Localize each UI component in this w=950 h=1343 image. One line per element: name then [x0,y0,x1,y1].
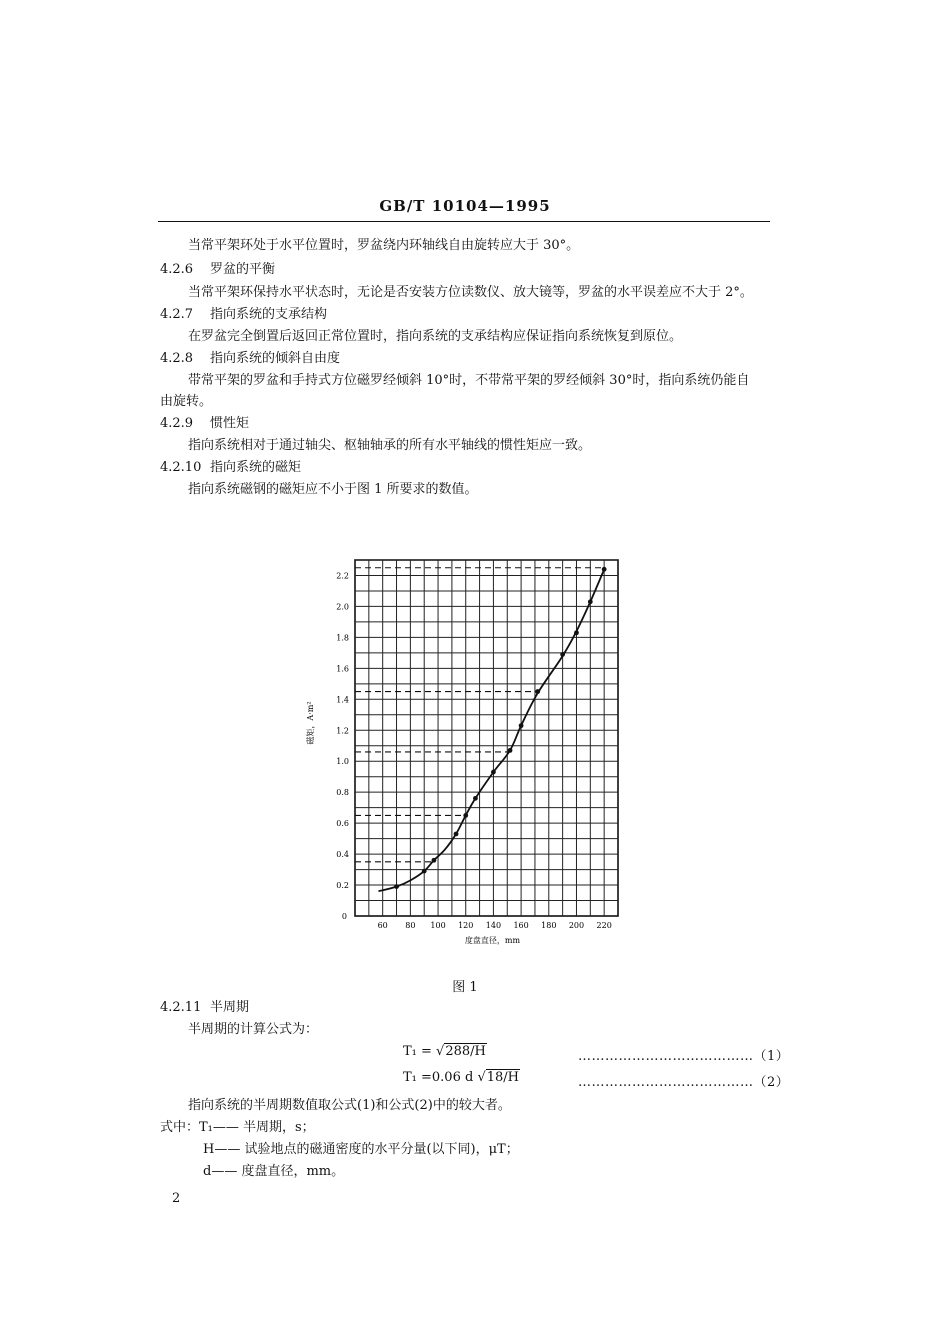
chart-data-point [560,652,565,657]
chart-x-tick-labels [378,921,612,930]
formula-2-radicand: 18/H [486,1070,520,1085]
formula-2-number: （2） [753,1075,790,1090]
chart-x-tick-label: 160 [513,921,529,930]
section-number: 4.2.11 [160,1000,202,1015]
section-4-2-9-heading [160,415,249,433]
chart-y-tick-label: 1.2 [336,726,349,736]
formula-2-lhs: T₁ =0.06 d [403,1070,478,1085]
paragraph-4-2-8-line2: 由旋转。 [160,394,213,409]
paragraph-4-2-5-end: 当常平架环处于水平位置时，罗盆绕内环轴线自由旋转应大于 30°。 [188,238,580,253]
formula-1-lhs: T₁ = [403,1044,437,1059]
formula-2-leader: …………………………………（2） [578,1075,790,1090]
paragraph-formula-intro: 半周期的计算公式为： [188,1022,319,1037]
chart-y-tick-label: 1.8 [336,633,349,643]
chart-data-point [574,630,579,635]
chart-data-point [602,567,607,572]
chart-data-point [491,770,496,775]
header-rule [158,221,770,222]
formula-2: T₁ =0.06 d √18/H [403,1070,520,1085]
section-number: 4.2.6 [160,262,194,277]
chart-x-tick-label: 80 [405,921,416,930]
chart-y-tick-label: 0.4 [336,850,349,860]
where-line-t1: 式中：T₁—— 半周期，s； [160,1120,315,1135]
chart-x-tick-label: 100 [430,921,446,930]
chart-y-axis-label: 磁矩，A·m² [306,701,315,745]
chart-data-point [519,723,524,728]
where-line-h: H—— 试验地点的磁通密度的水平分量(以下同)，μT； [203,1142,519,1157]
chart-y-tick-label: 2.0 [336,602,349,612]
chart-x-tick-label: 180 [541,921,557,930]
chart-y-tick-label: 0.2 [336,881,349,891]
section-number: 4.2.8 [160,351,194,366]
chart-data-point [508,748,513,753]
formula-1: T₁ = √288/H [403,1044,486,1059]
chart-grid [355,560,618,916]
paragraph-4-2-6: 当常平架环保持水平状态时，无论是否安装方位读数仪、放大镜等，罗盆的水平误差应不大于 2°。 [188,285,753,300]
chart-x-tick-label: 220 [596,921,612,930]
chart-y-tick-labels [336,571,349,890]
paragraph-formula-rule: 指向系统的半周期数值取公式(1)和公式(2)中的较大者。 [188,1098,511,1113]
section-title: 惯性矩 [210,416,250,431]
chart-origin-label: 0 [341,912,347,921]
document-header: GB/T 10104—1995 [379,197,551,215]
formula-1-leader: …………………………………（1） [578,1049,790,1064]
section-4-2-8-heading [160,350,340,368]
section-title: 罗盆的平衡 [210,262,276,277]
chart-x-tick-label: 120 [458,921,474,930]
section-title: 半周期 [210,1000,250,1015]
chart-y-tick-label: 1.0 [336,757,349,767]
chart-y-tick-label: 0.6 [336,819,349,829]
section-number: 4.2.7 [160,307,194,322]
section-4-2-7-heading [160,306,327,324]
magnetic-moment-chart [300,548,650,958]
chart-y-tick-label: 1.6 [336,664,349,674]
formula-1-number: （1） [753,1049,790,1064]
section-number: 4.2.9 [160,416,194,431]
paragraph-4-2-10: 指向系统磁钢的磁矩应不小于图 1 所要求的数值。 [188,482,478,497]
chart-y-tick-label: 1.4 [336,695,349,705]
chart-markers [394,567,606,889]
paragraph-4-2-8-line1: 带常平架的罗盆和手持式方位磁罗经倾斜 10°时，不带常平架的罗经倾斜 30°时，指向系统仍能自 [188,373,750,388]
chart-data-point [588,599,593,604]
chart-x-tick-label: 200 [568,921,585,930]
chart-data-point [394,884,399,889]
paragraph-4-2-9: 指向系统相对于通过轴尖、枢轴轴承的所有水平轴线的惯性矩应一致。 [188,438,592,453]
chart-x-tick-label: 60 [377,921,388,930]
formula-1-radicand: 288/H [445,1044,486,1059]
chart-data-point [473,796,478,801]
section-title: 指向系统的磁矩 [210,460,302,475]
figure-caption: 图 1 [452,980,478,995]
chart-x-tick-label: 140 [485,921,502,930]
section-title: 指向系统的支承结构 [210,307,328,322]
chart-y-tick-label: 0.8 [336,788,349,798]
paragraph-4-2-7: 在罗盆完全倒置后返回正常位置时，指向系统的支承结构应保证指向系统恢复到原位。 [188,329,683,344]
chart-frame [355,560,618,916]
chart-data-point [463,813,468,818]
chart-data-point [432,858,437,863]
chart-data-point [535,689,540,694]
chart-data-point [454,832,459,837]
chart-x-axis-label: 度盘直径，mm [464,936,521,945]
section-title: 指向系统的倾斜自由度 [210,351,341,366]
page-number: 2 [172,1191,181,1206]
section-number: 4.2.10 [160,460,202,475]
chart-data-point [422,869,427,874]
where-line-d: d—— 度盘直径，mm。 [203,1164,345,1179]
section-4-2-10-heading [160,459,301,477]
section-4-2-6-heading [160,261,275,279]
chart-y-tick-label: 2.2 [336,571,349,581]
section-4-2-11-heading [160,999,249,1017]
